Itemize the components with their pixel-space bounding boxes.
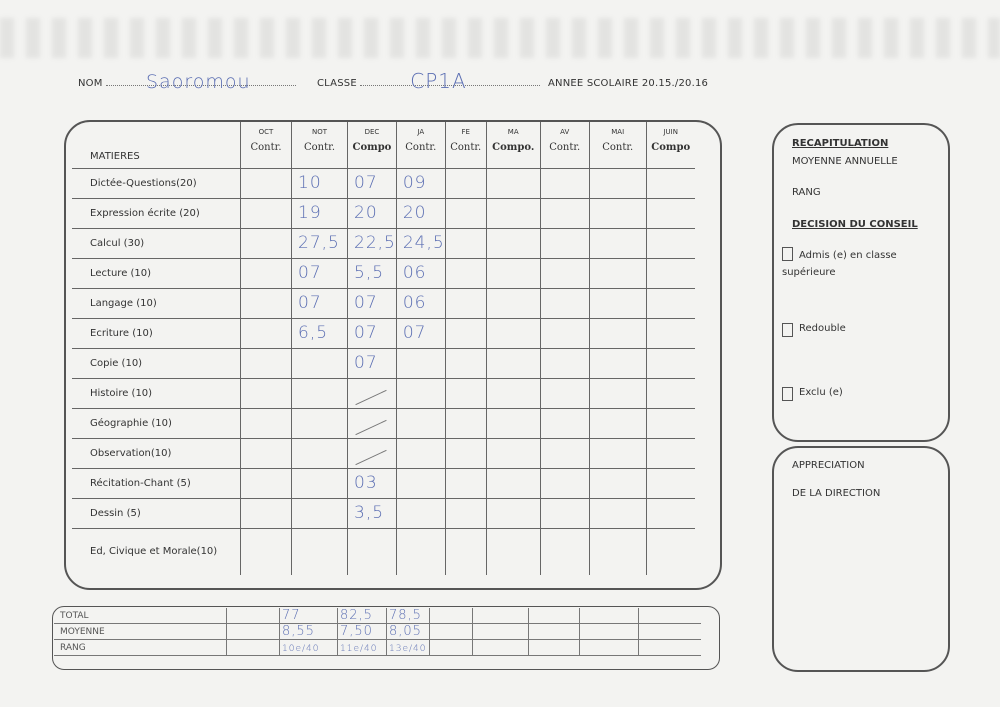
grade-cell [396, 288, 445, 318]
grade-cell [486, 288, 540, 318]
grade-cell [486, 348, 540, 378]
totals-cell [227, 640, 280, 656]
grade-cell [348, 438, 397, 468]
subject-row [72, 378, 695, 408]
grade-cell [486, 378, 540, 408]
subject-name: Géographie (10) [72, 408, 241, 438]
grade-cell [241, 318, 292, 348]
grade-value: 07 [298, 293, 322, 313]
month-header: OCT Contr. [241, 122, 292, 168]
nom-field [78, 71, 296, 93]
grade-cell [445, 258, 486, 288]
recap-panel [772, 123, 950, 442]
grade-cell [241, 288, 292, 318]
grade-cell [292, 378, 348, 408]
grade-cell [540, 318, 589, 348]
totals-cell [639, 624, 702, 640]
totals-cell [280, 640, 338, 656]
annee-label: ANNEE SCOLAIRE [548, 78, 639, 89]
grade-cell [348, 288, 397, 318]
recap-title: RECAPITULATION [792, 138, 889, 149]
totals-cell [473, 608, 529, 624]
grade-value: 03 [354, 473, 378, 493]
rang-label: RANG [792, 187, 821, 198]
grade-value: 6,5 [298, 323, 329, 343]
grade-value: 27,5 [298, 233, 340, 253]
totals-value: 13e/40 [389, 644, 427, 654]
grade-value: 20 [354, 203, 378, 223]
totals-cell [387, 640, 430, 656]
grade-cell [241, 258, 292, 288]
grade-cell [445, 378, 486, 408]
totals-cell [280, 608, 338, 624]
grade-cell [241, 468, 292, 498]
grade-cell [486, 468, 540, 498]
grade-cell [540, 438, 589, 468]
grade-cell [646, 318, 695, 348]
totals-value: 11e/40 [340, 644, 378, 654]
exclu-checkbox[interactable] [782, 387, 793, 401]
subject-row [72, 408, 695, 438]
grade-cell [396, 498, 445, 528]
totals-value: 8,55 [282, 624, 315, 639]
grade-cell [589, 288, 646, 318]
grades-header-row [72, 122, 695, 168]
grade-cell [486, 408, 540, 438]
grade-cell [646, 468, 695, 498]
subject-name: Ecriture (10) [72, 318, 241, 348]
grade-cell [589, 318, 646, 348]
grade-cell [589, 168, 646, 198]
grade-cell [241, 438, 292, 468]
nom-value: Saoromou [145, 71, 251, 93]
grade-cell [348, 198, 397, 228]
grade-value: 22,5 [354, 233, 396, 253]
nom-label: NOM [78, 78, 103, 89]
totals-cell [529, 624, 580, 640]
grade-cell [396, 258, 445, 288]
totals-cell [430, 608, 473, 624]
subject-name: Récitation-Chant (5) [72, 468, 241, 498]
subject-name: Histoire (10) [72, 378, 241, 408]
grade-cell [396, 468, 445, 498]
grade-cell [540, 468, 589, 498]
grade-value: 07 [354, 323, 378, 343]
subject-name: Observation(10) [72, 438, 241, 468]
month-header: AV Contr. [540, 122, 589, 168]
grade-cell [486, 438, 540, 468]
month-header: JUIN Compo [646, 122, 695, 168]
totals-cell [338, 608, 387, 624]
grade-value: 06 [402, 293, 427, 313]
totals-label: RANG [54, 640, 227, 656]
grade-cell [396, 528, 445, 575]
grade-cell [348, 378, 397, 408]
grade-cell [486, 228, 540, 258]
grade-cell [540, 198, 589, 228]
grade-cell [589, 258, 646, 288]
grade-value: 07 [402, 323, 427, 343]
grade-cell [348, 468, 397, 498]
subject-row [72, 228, 695, 258]
grade-cell [396, 168, 445, 198]
totals-value: 10e/40 [282, 644, 320, 654]
grade-value: 06 [402, 263, 427, 283]
totals-cell [338, 640, 387, 656]
redouble-checkbox[interactable] [782, 323, 793, 337]
annee-field [548, 78, 708, 89]
grade-cell [348, 498, 397, 528]
grade-cell [396, 318, 445, 348]
totals-cell [580, 608, 639, 624]
grade-cell [292, 438, 348, 468]
grade-cell [292, 468, 348, 498]
grade-value: 10 [298, 173, 322, 193]
grade-value: 07 [298, 263, 322, 283]
grade-cell [445, 168, 486, 198]
grade-cell [241, 528, 292, 575]
grade-cell [646, 528, 695, 575]
grade-cell [241, 348, 292, 378]
grade-cell [589, 378, 646, 408]
grade-cell [540, 168, 589, 198]
grade-cell [241, 408, 292, 438]
totals-table [54, 608, 701, 656]
grade-cell [241, 228, 292, 258]
subject-row [72, 528, 695, 575]
grade-value: 07 [354, 173, 378, 193]
grade-cell [445, 498, 486, 528]
grade-cell [445, 408, 486, 438]
grade-cell [292, 498, 348, 528]
grade-cell [445, 438, 486, 468]
grade-cell [540, 498, 589, 528]
month-header: JA Contr. [396, 122, 445, 168]
subject-row [72, 318, 695, 348]
classe-field [317, 69, 540, 93]
totals-cell [430, 624, 473, 640]
subject-row [72, 168, 695, 198]
grade-cell [589, 438, 646, 468]
grade-cell [486, 498, 540, 528]
totals-cell [227, 608, 280, 624]
grade-cell [292, 198, 348, 228]
appreciation-subtitle: DE LA DIRECTION [792, 488, 881, 499]
month-header: DEC Compo [348, 122, 397, 168]
subject-row [72, 288, 695, 318]
grade-cell [292, 528, 348, 575]
grade-cell [540, 288, 589, 318]
grade-cell [540, 258, 589, 288]
grade-cell [646, 228, 695, 258]
grade-cell [292, 318, 348, 348]
option-admis: Admis (e) en classe supérieure [782, 247, 932, 281]
grade-cell [589, 348, 646, 378]
admis-checkbox[interactable] [782, 247, 793, 261]
grade-cell [348, 228, 397, 258]
month-header: NOT Contr. [292, 122, 348, 168]
totals-label: TOTAL [54, 608, 227, 624]
grade-value: 19 [298, 203, 322, 223]
option-exclu: Exclu (e) [782, 387, 843, 401]
totals-cell [227, 624, 280, 640]
totals-cell [529, 640, 580, 656]
grade-cell [445, 318, 486, 348]
subject-row [72, 348, 695, 378]
subject-name: Dessin (5) [72, 498, 241, 528]
grade-cell [589, 228, 646, 258]
grade-value: 20 [402, 203, 427, 223]
grade-cell [292, 168, 348, 198]
annee-value: 20.15./20.16 [641, 78, 709, 89]
totals-value: 77 [282, 608, 301, 623]
totals-value: 7,50 [340, 624, 373, 639]
totals-cell [580, 640, 639, 656]
grade-cell [445, 228, 486, 258]
subject-name: Lecture (10) [72, 258, 241, 288]
totals-cell [473, 640, 529, 656]
grade-cell [396, 228, 445, 258]
totals-cell [387, 624, 430, 640]
subject-name: Langage (10) [72, 288, 241, 318]
grade-cell [486, 318, 540, 348]
grade-cell [241, 168, 292, 198]
grade-cell [646, 438, 695, 468]
grade-cell [445, 288, 486, 318]
classe-value: CP1A [410, 69, 467, 93]
subject-name: Copie (10) [72, 348, 241, 378]
grade-cell [241, 198, 292, 228]
subject-row [72, 198, 695, 228]
grade-cell [292, 288, 348, 318]
grade-cell [396, 408, 445, 438]
grade-cell [348, 258, 397, 288]
totals-value: 78,5 [389, 608, 422, 623]
grade-cell [292, 408, 348, 438]
grade-cell [646, 348, 695, 378]
option-redouble: Redouble [782, 323, 846, 337]
grade-value: 07 [354, 353, 378, 373]
grade-value: 07 [354, 293, 378, 313]
grade-cell [486, 168, 540, 198]
dash-mark [355, 420, 386, 435]
grade-value: 3,5 [354, 503, 385, 523]
grade-cell [348, 348, 397, 378]
totals-cell [580, 624, 639, 640]
dash-mark [355, 450, 386, 465]
month-header: MAI Contr. [589, 122, 646, 168]
grade-cell [348, 168, 397, 198]
classe-label: CLASSE [317, 78, 357, 89]
totals-cell [473, 624, 529, 640]
grade-cell [646, 288, 695, 318]
subject-name: Expression écrite (20) [72, 198, 241, 228]
grade-cell [486, 198, 540, 228]
totals-row [54, 624, 701, 640]
grade-cell [589, 468, 646, 498]
totals-cell [529, 608, 580, 624]
subject-row [72, 468, 695, 498]
grade-cell [445, 468, 486, 498]
totals-value: 82,5 [340, 608, 373, 623]
subject-row [72, 438, 695, 468]
subject-name: Ed, Civique et Morale(10) [72, 528, 241, 575]
subject-name: Calcul (30) [72, 228, 241, 258]
totals-label: MOYENNE [54, 624, 227, 640]
totals-cell [639, 608, 702, 624]
totals-row [54, 608, 701, 624]
scan-noise-band [0, 18, 1000, 58]
grade-cell [540, 348, 589, 378]
subject-name: Dictée-Questions(20) [72, 168, 241, 198]
appreciation-title: APPRECIATION [792, 460, 865, 471]
totals-cell [387, 608, 430, 624]
grade-cell [396, 438, 445, 468]
grade-cell [241, 498, 292, 528]
grade-cell [540, 228, 589, 258]
grade-value: 09 [402, 173, 427, 193]
totals-cell [280, 624, 338, 640]
month-header: MA Compo. [486, 122, 540, 168]
grade-cell [646, 198, 695, 228]
grade-value: 24,5 [402, 233, 445, 253]
grade-cell [540, 378, 589, 408]
grade-cell [241, 378, 292, 408]
subject-row [72, 258, 695, 288]
decision-title: DECISION DU CONSEIL [792, 219, 918, 230]
appreciation-panel [772, 446, 950, 672]
grade-cell [445, 348, 486, 378]
grade-cell [292, 228, 348, 258]
month-header: FE Contr. [445, 122, 486, 168]
grade-cell [646, 258, 695, 288]
subject-row [72, 498, 695, 528]
grade-cell [348, 528, 397, 575]
totals-value: 8,05 [389, 624, 422, 639]
grade-cell [589, 528, 646, 575]
grade-cell [292, 348, 348, 378]
grade-cell [396, 378, 445, 408]
grade-cell [396, 198, 445, 228]
subject-header: MATIERES [72, 122, 241, 168]
totals-cell [430, 640, 473, 656]
grade-cell [445, 198, 486, 228]
grade-cell [348, 318, 397, 348]
totals-cell [639, 640, 702, 656]
grade-cell [646, 408, 695, 438]
totals-cell [338, 624, 387, 640]
dash-mark [355, 390, 386, 405]
grade-cell [646, 498, 695, 528]
grade-cell [589, 408, 646, 438]
grade-cell [646, 378, 695, 408]
totals-row [54, 640, 701, 656]
grade-cell [292, 258, 348, 288]
grade-cell [540, 528, 589, 575]
grade-cell [540, 408, 589, 438]
grade-cell [486, 528, 540, 575]
grade-cell [589, 198, 646, 228]
grade-cell [348, 408, 397, 438]
moyenne-annuelle-label: MOYENNE ANNUELLE [792, 156, 898, 167]
grade-cell [589, 498, 646, 528]
grade-cell [396, 348, 445, 378]
grade-value: 5,5 [354, 263, 385, 283]
grades-table [72, 122, 695, 575]
grade-cell [486, 258, 540, 288]
grade-cell [646, 168, 695, 198]
grade-cell [445, 528, 486, 575]
